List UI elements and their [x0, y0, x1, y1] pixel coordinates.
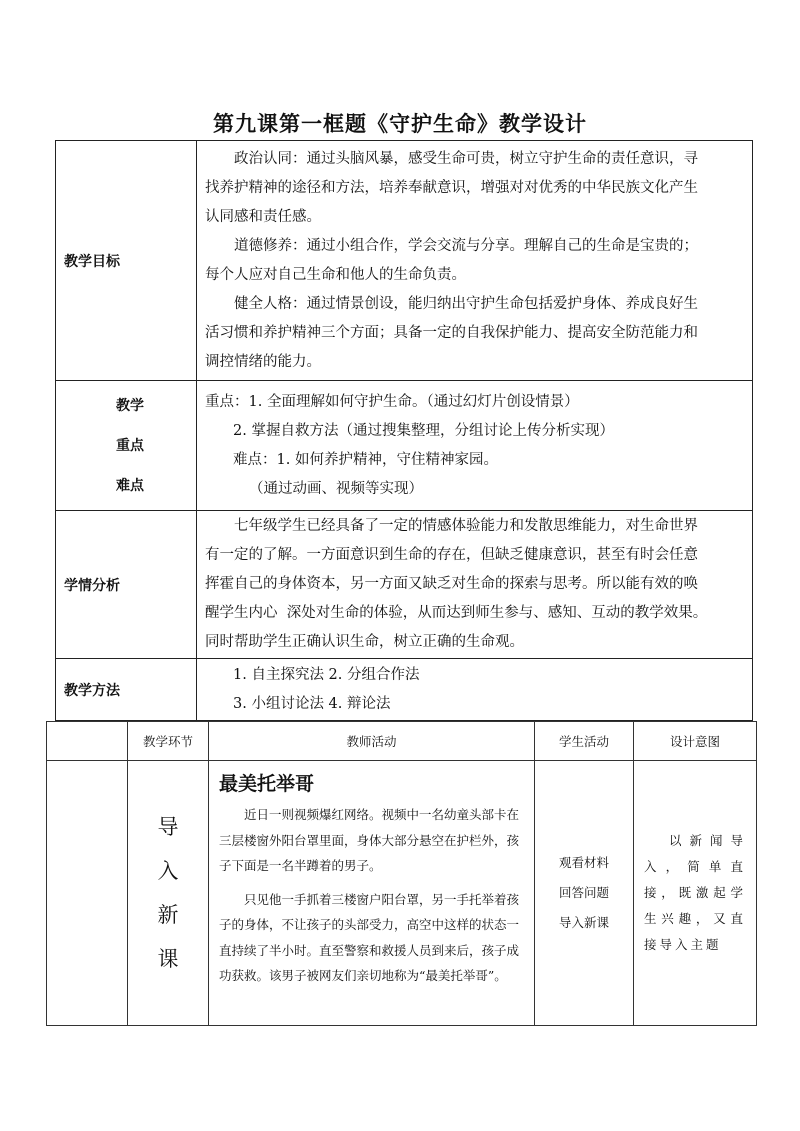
analysis-line: 有一定的了解。一方面意识到生命的存在，但缺乏健康意识，甚至有时会任意 — [205, 547, 698, 563]
goals-label: 教学目标 — [56, 141, 197, 381]
student-activity-cell — [535, 761, 634, 1026]
student-activity: 回答问题 — [558, 885, 609, 900]
key-label-2: 重点 — [116, 437, 144, 454]
key-line: 重点：1. 全面理解如何守护生命。（通过幻灯片创设情景） — [205, 393, 579, 410]
analysis-row — [56, 511, 753, 659]
analysis-line: 七年级学生已经具备了一定的情感体验能力和发散思维能力，对生命世界 — [234, 518, 698, 534]
stage-char: 入 — [157, 859, 179, 883]
key-points-row — [56, 381, 753, 511]
goal-line: 活习惯和养护精神三个方面；具备一定的自我保护能力、提高安全防范能力和 — [205, 324, 698, 341]
header-student: 学生活动 — [535, 722, 634, 761]
design-intent-text: 以新闻导入，简单直接，既激起学生兴趣，又直接导入主题 — [644, 833, 746, 952]
news-paragraph: 近日一则视频爆红网络。视频中一名幼童头部卡在三层楼窗外阳台罩里面，身体大部分悬空在护栏外，孩子下面是一名半蹲着的男子。 — [219, 807, 520, 873]
key-line: 难点：1. 如何养护精神，守住精神家园。 — [233, 451, 498, 468]
method-line: 3. 小组讨论法 4. 辩论法 — [233, 695, 391, 712]
blank-cell — [47, 761, 128, 1026]
method-line: 1. 自主探究法 2. 分组合作法 — [233, 666, 420, 683]
goals-content — [197, 141, 753, 381]
page-title: 第九课第一框题《守护生命》教学设计 — [213, 112, 587, 136]
process-table — [46, 721, 757, 1026]
goal-line: 健全人格：通过情景创设，能归纳出守护生命包括爱护身体、养成良好生 — [234, 295, 698, 312]
key-label-1: 教学 — [116, 397, 144, 414]
student-activity: 导入新课 — [558, 915, 609, 930]
student-activity: 观看材料 — [558, 855, 609, 870]
process-header-row — [47, 722, 757, 761]
goals-row — [56, 141, 753, 381]
intro-row — [47, 761, 757, 1026]
design-intent-cell — [634, 761, 757, 1026]
header-stage: 教学环节 — [128, 722, 209, 761]
stage-char: 导 — [157, 815, 179, 839]
blank-header-cell — [47, 722, 128, 761]
goal-line: 找养护精神的途径和方法，培养奉献意识，增强对对优秀的中华民族文化产生 — [205, 179, 698, 196]
key-line: 2. 掌握自救方法（通过搜集整理，分组讨论上传分析实现） — [233, 422, 614, 439]
header-intent: 设计意图 — [634, 722, 757, 761]
teacher-activity-cell — [209, 761, 535, 1026]
key-points-content — [197, 381, 753, 511]
stage-char: 新 — [157, 903, 179, 927]
analysis-line: 醒学生内心 深处对生命的体验，从而达到师生参与、感知、互动的教学效果。 — [205, 605, 708, 621]
news-title: 最美托举哥 — [219, 773, 315, 795]
key-line: （通过动画、视频等实现） — [249, 480, 423, 497]
stage-char: 课 — [157, 947, 179, 971]
goal-line: 认同感和责任感。 — [205, 208, 321, 225]
methods-content — [197, 659, 753, 721]
key-points-label — [56, 381, 197, 511]
lesson-info-table — [55, 140, 753, 721]
key-label-3: 难点 — [116, 477, 144, 494]
news-paragraph: 只见他一手抓着三楼窗户阳台罩，另一手托举着孩子的身体，不让孩子的头部受力，高空中这样的状态一直持续了半小时。直至警察和救援人员到来后，孩子成功获救。该男子被网友们亲切地称为“最美托举哥”。 — [219, 891, 520, 983]
stage-cell — [128, 761, 209, 1026]
analysis-line: 同时帮助学生正确认识生命，树立正确的生命观。 — [205, 634, 524, 650]
header-teacher: 教师活动 — [209, 722, 535, 761]
goal-line: 政治认同：通过头脑风暴，感受生命可贵，树立守护生命的责任意识，寻 — [234, 150, 698, 167]
goal-line: 道德修养：通过小组合作，学会交流与分享。理解自己的生命是宝贵的； — [234, 237, 698, 254]
methods-label: 教学方法 — [56, 659, 197, 721]
goal-line: 调控情绪的能力。 — [205, 353, 321, 370]
methods-row — [56, 659, 753, 721]
analysis-content — [197, 511, 753, 659]
goal-line: 每个人应对自己生命和他人的生命负责。 — [205, 266, 466, 283]
analysis-label: 学情分析 — [56, 511, 197, 659]
analysis-line: 挥霍自己的身体资本，另一方面又缺乏对生命的探索与思考。所以能有效的唤 — [205, 576, 698, 592]
